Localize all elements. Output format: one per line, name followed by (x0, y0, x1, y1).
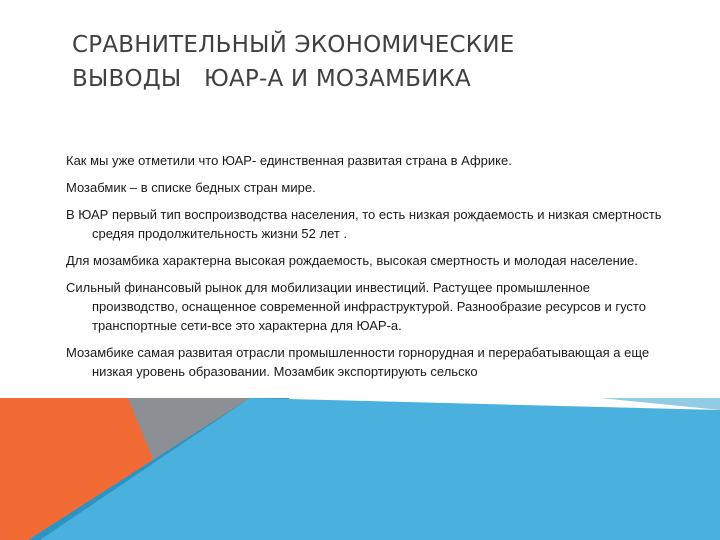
slide-title (72, 28, 672, 96)
bullet-list (66, 151, 666, 389)
bullet-item: Как мы уже отметили что ЮАР- единственная развитая страна в Африке. (66, 153, 512, 168)
bullet-item: Мозабмик – в списке бедных стран мире. (66, 180, 316, 195)
bullet-item: Мозамбике самая развитая отрасли промышленности горнорудная и перерабатывающая а еще низкая уровень образовании. Мозамбик экспортирують сельско (66, 345, 650, 379)
slide-title-line-1: СРАВНИТЕЛЬНЫЙ ЭКОНОМИЧЕСКИЕ (72, 32, 515, 58)
bullet-item: В ЮАР первый тип воспроизводства населения, то есть низкая рождаемость и низкая смертность средяя продолжительность жизни 52 лет . (66, 207, 662, 241)
slide-title-line-2: ВЫВОДЫ ЮАР-А И МОЗАМБИКА (72, 66, 471, 92)
bullet-item: Для мозамбика характерна высокая рождаемость, высокая смертность и молодая население. (66, 253, 638, 268)
bullet-item: Сильный финансовый рынок для мобилизации инвестиций. Растущее промышленное производство, оснащенное современной инфраструктурой. Разнообразие ресурсов и густо транспортные сети-все это характерна для ЮАР-а. (66, 280, 646, 333)
